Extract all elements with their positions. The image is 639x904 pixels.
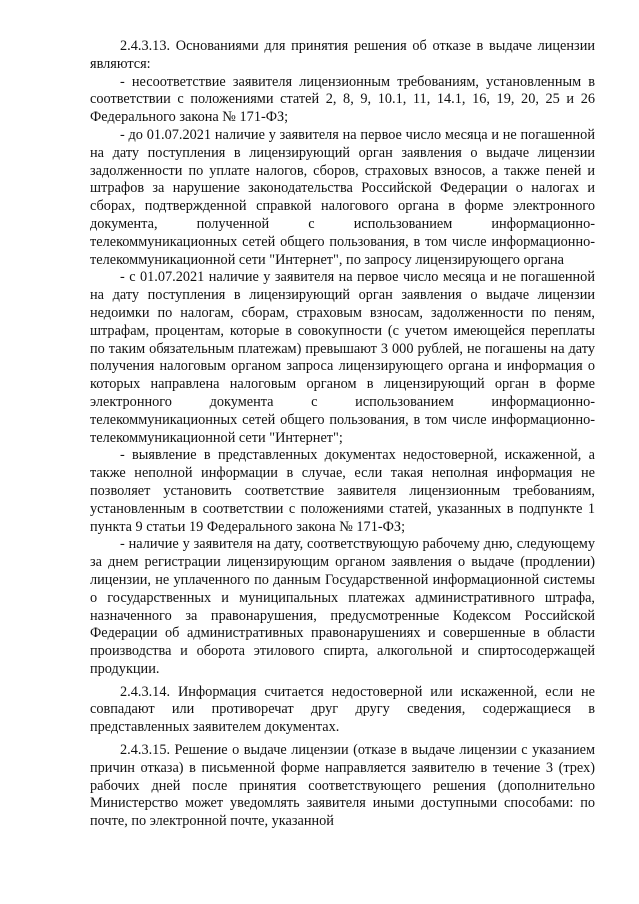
list-item-unpaid-fine: - наличие у заявителя на дату, соответствующую рабочему дню, следующему за днем регистрации лицензирующим органом заявления о выдаче (продлении) лицензии, не уплаченного по данным Государственной информационной системы о государственных и муниципальных платежах административного штрафа, назначенного за правонарушения, предусмотренные Кодексом Российской Федерации об административных правонарушениях и совершенные в области производства и оборота этилового спирта, алкогольной и спиртосодержащей продукции. (90, 536, 595, 677)
document-body (90, 38, 595, 831)
paragraph-2-4-3-15: 2.4.3.15. Решение о выдаче лицензии (отказе в выдаче лицензии с указанием причин отказа) в письменной форме направляется заявителю в течение 3 (трех) рабочих дней после принятия соответствующего решения (дополнительно Министерство может уведомлять заявителя иными доступными способами: по почте, по электронной почте, указанной (90, 742, 595, 830)
list-item-tax-arrears-after-2021: - с 01.07.2021 наличие у заявителя на первое число месяца и не погашенной на дату поступления в лицензирующий орган заявления о выдаче лицензии недоимки по налогам, сборам, страховым взносам, задолженности по пеням, штрафам, процентам, которые в совокупности (с учетом имеющейся переплаты по таким обязательным платежам) превышают 3 000 рублей, не погашены на дату получения налоговым органом запроса лицензирующего органа и информация о которых направлена налоговым органом в лицензирующий орган в форме электронного документа с использованием информационно-телекоммуникационных сетей общего пользования, в том числе информационно-телекоммуникационной сети "Интернет"; (90, 269, 595, 446)
list-item-noncompliance: - несоответствие заявителя лицензионным требованиям, установленным в соответствии с положениями статей 2, 8, 9, 10.1, 11, 14.1, 16, 19, 20, 25 и 26 Федерального закона № 171-ФЗ; (90, 73, 595, 126)
paragraph-2-4-3-13: 2.4.3.13. Основаниями для принятия решения об отказе в выдаче лицензии являются: (90, 38, 595, 72)
list-item-tax-debt-before-2021: - до 01.07.2021 наличие у заявителя на первое число месяца и не погашенной на дату поступления в лицензирующий орган заявления о выдаче лицензии задолженности по уплате налогов, сборов, страховых взносов, а также пеней и штрафов за нарушение законодательства Российской Федерации о налогах и сборах, подтвержденной справкой налогового органа в форме электронного документа, полученной с использованием информационно-телекоммуникационных сетей общего пользования, в том числе информационно-телекоммуникационной сети "Интернет", по запросу лицензирующего органа (90, 126, 595, 268)
paragraph-2-4-3-14: 2.4.3.14. Информация считается недостоверной или искаженной, если не совпадают или противоречат друг другу сведения, содержащиеся в представленных заявителем документах. (90, 683, 595, 736)
list-item-unreliable-information: - выявление в представленных документах недостоверной, искаженной, а также неполной информации в случае, если такая неполная информация не позволяет установить соответствие заявителя лицензионным требованиям, установленным в соответствии с положениями статей, указанных в подпункте 1 пункта 9 статьи 19 Федерального закона № 171-ФЗ; (90, 447, 595, 535)
